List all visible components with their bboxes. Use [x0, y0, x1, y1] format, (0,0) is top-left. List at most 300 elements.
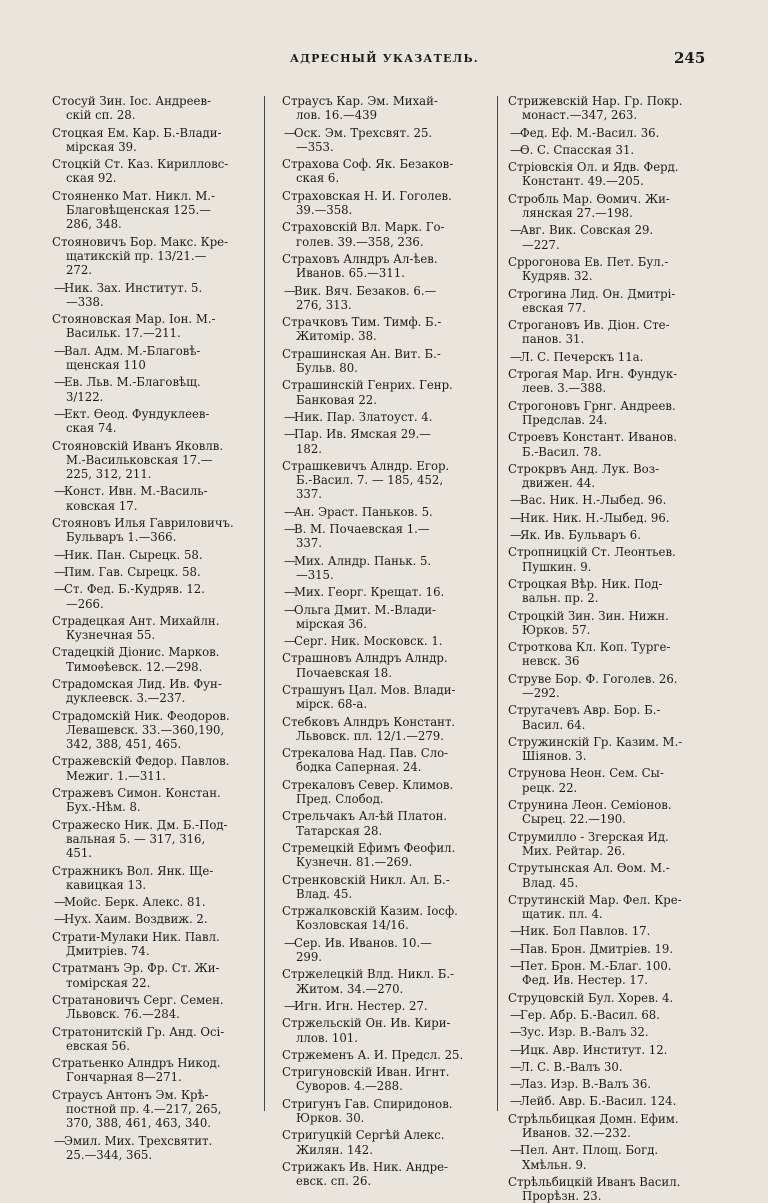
directory-entry	[282, 904, 487, 933]
repeat-dash: —	[510, 1007, 522, 1022]
directory-entry	[52, 993, 252, 1022]
entry-line: Страховская Н. И. Гоголев.	[282, 188, 452, 203]
directory-entry	[282, 252, 487, 281]
entry-line: Благовѣщенская 125.—	[66, 203, 211, 218]
repeat-dash: —	[54, 547, 66, 562]
entry-line: Строткова Кл. Коп. Турге-	[508, 640, 671, 655]
directory-entry	[282, 347, 487, 376]
entry-line: леев. 3.—388.	[522, 381, 607, 396]
directory-entry	[52, 614, 252, 643]
entry-line: Банковая 22.	[296, 392, 377, 407]
directory-entry	[508, 609, 710, 638]
repeat-dash: —	[510, 223, 522, 238]
entry-line: Ицк. Авр. Институт. 12.	[520, 1042, 668, 1057]
entry-line: Стржалковскій Казим. Іосф.	[282, 904, 458, 919]
entry-line: Стратонитскій Гр. Анд. Осі-	[52, 1024, 225, 1039]
directory-subentry	[508, 942, 710, 956]
repeat-dash: —	[510, 493, 522, 508]
entry-line: Юрков. 57.	[522, 622, 591, 637]
entry-line: Ект. Ѳеод. Фундуклеев-	[64, 406, 210, 421]
entry-line: Пим. Гав. Сырецк. 58.	[64, 564, 201, 579]
entry-line: вальн. пр. 2.	[522, 591, 599, 606]
entry-line: Ан. Эраст. Паньков. 5.	[294, 504, 433, 519]
entry-line: ская 74.	[66, 421, 117, 436]
entry-line: Струнова Неон. Сем. Сы-	[508, 766, 664, 781]
entry-line: Прорѣзн. 23.	[522, 1189, 602, 1203]
repeat-dash: —	[284, 553, 296, 568]
directory-entry	[508, 1112, 710, 1141]
directory-subentry	[282, 427, 487, 456]
entry-line: Строевъ Констант. Иванов.	[508, 430, 677, 445]
repeat-dash: —	[510, 1059, 522, 1074]
repeat-dash: —	[510, 510, 522, 525]
entry-line: скій сп. 28.	[66, 108, 136, 123]
entry-line: Иванов. 32.—232.	[522, 1126, 631, 1140]
entry-line: Ник. Бол Павлов. 17.	[520, 924, 651, 939]
entry-line: Стражникъ Вол. Янк. Ще-	[52, 863, 214, 878]
repeat-dash: —	[510, 142, 522, 157]
entry-line: Стебковъ Алндръ Констант.	[282, 714, 456, 729]
entry-line: Ник. Пан. Сырецк. 58.	[64, 547, 203, 562]
entry-line: Стрекаловъ Север. Климов.	[282, 777, 454, 792]
directory-subentry	[508, 223, 710, 252]
page-number: 245	[674, 49, 706, 67]
directory-subentry	[282, 522, 487, 551]
repeat-dash: —	[284, 602, 296, 617]
directory-subentry	[508, 1094, 710, 1108]
directory-entry	[52, 439, 252, 482]
entry-line: Иванов. 65.—311.	[296, 266, 405, 281]
directory-entry	[508, 577, 710, 606]
entry-line: 272.	[66, 263, 93, 278]
entry-line: Мих. Рейтар. 26.	[522, 843, 626, 858]
directory-entry	[508, 893, 710, 922]
directory-entry	[52, 516, 252, 545]
repeat-dash: —	[510, 528, 522, 543]
entry-line: щенская 110	[66, 358, 146, 373]
entry-line: Стратманъ Эр. Фр. Ст. Жи-	[52, 961, 220, 976]
directory-subentry	[52, 565, 252, 579]
entry-line: кавицкая 13.	[66, 877, 147, 892]
entry-line: 370, 388, 461, 463, 340.	[66, 1116, 211, 1131]
entry-line: Ст. Фед. Б.-Кудряв. 12.	[64, 582, 205, 597]
entry-line: Сер. Ив. Иванов. 10.—	[294, 935, 432, 950]
entry-line: Фед. Еф. М.-Васил. 36.	[520, 125, 660, 140]
entry-line: Стрижакъ Ив. Ник. Андре-	[282, 1159, 448, 1174]
entry-line: Страховъ Алндръ Ал-ѣев.	[282, 251, 438, 266]
directory-entry	[282, 1128, 487, 1157]
entry-line: Васил. 64.	[522, 717, 586, 732]
directory-subentry	[282, 585, 487, 599]
entry-line: Струтинскій Мар. Фел. Кре-	[508, 892, 682, 907]
entry-line: Стражеско Ник. Дм. Б.-Под-	[52, 817, 228, 832]
directory-entry	[508, 991, 710, 1005]
entry-line: Струнина Леон. Семіонов.	[508, 798, 672, 813]
directory-entry	[282, 1016, 487, 1045]
entry-line: Б.-Васил. 7. — 185, 452,	[296, 473, 444, 488]
repeat-dash: —	[510, 1025, 522, 1040]
directory-subentry	[52, 344, 252, 373]
directory-entry	[508, 735, 710, 764]
directory-subentry	[282, 126, 487, 155]
directory-subentry	[508, 126, 710, 140]
entry-line: Пав. Брон. Дмитріев. 19.	[520, 941, 674, 956]
entry-line: Стробль Мар. Ѳомич. Жи-	[508, 191, 670, 206]
entry-line: монаст.—347, 263.	[522, 108, 638, 123]
entry-line: Стрельчакъ Ал-ѣй Платон.	[282, 809, 448, 824]
repeat-dash: —	[54, 912, 66, 927]
directory-subentry	[52, 582, 252, 611]
entry-line: 3/122.	[66, 389, 104, 404]
entry-line: 39.—358.	[296, 203, 353, 218]
entry-line: Пушкин. 9.	[522, 559, 592, 574]
directory-subentry	[508, 528, 710, 542]
entry-line: лянская 27.—198.	[522, 206, 633, 221]
directory-subentry	[282, 505, 487, 519]
entry-line: Стрѣльбицкій Иванъ Васил.	[508, 1174, 681, 1189]
repeat-dash: —	[54, 484, 66, 499]
entry-line: В. М. Почаевская 1.—	[294, 522, 430, 537]
entry-line: ллов. 101.	[296, 1030, 358, 1045]
entry-line: евск. сп. 26.	[296, 1174, 372, 1189]
entry-line: Суворов. 4.—288.	[296, 1079, 403, 1094]
entry-line: движен. 44.	[522, 476, 596, 491]
entry-line: Струмилло - Згерская Ид.	[508, 829, 669, 844]
entry-line: Вал. Адм. М.-Благовѣ-	[64, 343, 201, 358]
entry-line: Житомір. 38.	[296, 329, 377, 344]
entry-line: евская 77.	[522, 300, 586, 315]
entry-line: Страхова Соф. Як. Безаков-	[282, 157, 454, 172]
entry-line: Страдомскій Ник. Феодоров.	[52, 708, 230, 723]
directory-subentry	[508, 511, 710, 525]
directory-subentry	[282, 999, 487, 1013]
directory-subentry	[52, 1134, 252, 1163]
repeat-dash: —	[54, 375, 66, 390]
directory-subentry	[508, 1077, 710, 1091]
entry-line: бодка Саперная. 24.	[296, 760, 422, 775]
entry-line: Васильк. 17.—211.	[66, 326, 181, 341]
entry-line: Зус. Изр. В.-Валъ 32.	[520, 1025, 649, 1040]
entry-line: Стадецкій Діонис. Марков.	[52, 645, 220, 660]
directory-entry	[282, 1160, 487, 1189]
directory-entry	[282, 459, 487, 502]
entry-line: щатик. пл. 4.	[522, 907, 603, 922]
entry-line: Стрижевскій Нар. Гр. Покр.	[508, 94, 683, 108]
directory-entry	[52, 818, 252, 861]
entry-line: Ольга Дмит. М.-Влади-	[294, 602, 437, 617]
directory-subentry	[52, 484, 252, 513]
repeat-dash: —	[510, 1042, 522, 1057]
entry-line: Игн. Игн. Нестер. 27.	[294, 998, 428, 1013]
entry-line: —266.	[66, 596, 104, 611]
directory-subentry	[508, 350, 710, 364]
entry-line: Мих. Георг. Крещат. 16.	[294, 585, 445, 600]
entry-line: Конст. Ивн. М.-Василь-	[64, 484, 208, 499]
column-divider	[264, 96, 265, 1111]
repeat-dash: —	[54, 406, 66, 421]
entry-line: Стратьенко Алндръ Никод.	[52, 1056, 221, 1071]
entry-line: ковская 17.	[66, 498, 138, 513]
entry-line: Влад. 45.	[296, 886, 353, 901]
directory-entry	[508, 703, 710, 732]
entry-line: Кузнечная 55.	[66, 628, 156, 643]
entry-line: Межиг. 1.—311.	[66, 768, 166, 783]
entry-line: Строкрвъ Анд. Лук. Воз-	[508, 461, 660, 476]
directory-entry	[282, 94, 487, 123]
entry-line: Тимоѳѣевск. 12.—298.	[66, 659, 203, 674]
entry-line: Ник. Пар. Златоуст. 4.	[294, 409, 433, 424]
entry-line: 276, 313.	[296, 297, 352, 312]
entry-line: Строгина Лид. Он. Дмитрі-	[508, 286, 676, 301]
entry-line: щатикскій пр. 13/21.—	[66, 248, 207, 263]
entry-line: Стосуй Зин. Іос. Андреев-	[52, 94, 211, 108]
directory-entry	[508, 430, 710, 459]
directory-subentry	[508, 1025, 710, 1039]
directory-entry	[52, 754, 252, 783]
entry-line: —315.	[296, 567, 334, 582]
entry-line: Жилян. 142.	[296, 1142, 373, 1157]
repeat-dash: —	[510, 924, 522, 939]
repeat-dash: —	[284, 522, 296, 537]
entry-line: Констант. 49.—205.	[522, 174, 644, 189]
directory-subentry	[508, 493, 710, 507]
entry-line: Страшкевичъ Алндр. Егор.	[282, 458, 450, 473]
directory-entry	[52, 864, 252, 893]
entry-line: Строцкая Вѣр. Ник. Под-	[508, 576, 663, 591]
column-1	[52, 94, 252, 1164]
repeat-dash: —	[284, 634, 296, 649]
entry-line: Лаз. Изр. В.-Валъ 36.	[520, 1077, 651, 1092]
entry-line: вальная 5. — 317, 316,	[66, 831, 206, 846]
entry-line: Лейб. Авр. Б.-Васил. 124.	[520, 1094, 677, 1109]
repeat-dash: —	[510, 1094, 522, 1109]
entry-line: 25.—344, 365.	[66, 1147, 153, 1162]
directory-subentry	[282, 603, 487, 632]
repeat-dash: —	[54, 1133, 66, 1148]
directory-entry	[508, 94, 710, 123]
entry-line: Струцовскій Бул. Хорев. 4.	[508, 990, 674, 1005]
directory-entry	[52, 157, 252, 186]
entry-line: Львовск. 76.—284.	[66, 1007, 180, 1022]
directory-entry	[52, 1088, 252, 1131]
entry-line: Почаевская 18.	[296, 665, 392, 680]
entry-line: —353.	[296, 139, 334, 154]
directory-entry	[508, 318, 710, 347]
repeat-dash: —	[284, 283, 296, 298]
entry-line: Дмитріев. 74.	[66, 944, 150, 959]
directory-subentry	[282, 284, 487, 313]
entry-line: Оск. Эм. Трехсвят. 25.	[294, 125, 433, 140]
entry-line: 337.	[296, 536, 323, 551]
directory-subentry	[282, 410, 487, 424]
entry-line: Строгоновъ Грнг. Андреев.	[508, 398, 676, 413]
entry-line: Авг. Вик. Совская 29.	[520, 223, 654, 238]
entry-line: Страшновъ Алндръ Алндр.	[282, 651, 448, 666]
entry-line: Шіянов. 3.	[522, 749, 587, 764]
directory-entry	[508, 640, 710, 669]
entry-line: 451.	[66, 846, 93, 861]
entry-line: Сррогонова Ев. Пет. Бул.-	[508, 254, 669, 269]
directory-entry	[508, 672, 710, 701]
directory-entry	[282, 157, 487, 186]
entry-line: мірск. 68-а.	[296, 697, 368, 712]
directory-entry	[52, 786, 252, 815]
directory-entry	[282, 715, 487, 744]
directory-subentry	[282, 634, 487, 648]
entry-line: Фед. Ив. Нестер. 17.	[522, 973, 648, 988]
entry-line: Страшинскій Генрих. Генр.	[282, 378, 453, 393]
entry-line: Стрекалова Над. Пав. Сло-	[282, 746, 449, 761]
entry-line: Струтынская Ал. Ѳом. М.-	[508, 861, 670, 876]
entry-line: Козловская 14/16.	[296, 918, 409, 933]
directory-subentry	[508, 1043, 710, 1057]
entry-line: Стоцкій Ст. Каз. Кирилловс-	[52, 157, 229, 172]
repeat-dash: —	[510, 125, 522, 140]
directory-entry	[508, 399, 710, 428]
repeat-dash: —	[510, 1077, 522, 1092]
entry-line: Татарская 28.	[296, 823, 383, 838]
entry-line: Б.-Васил. 78.	[522, 444, 602, 459]
entry-line: 342, 388, 451, 465.	[66, 737, 182, 752]
entry-line: Гончарная 8—271.	[66, 1070, 182, 1085]
entry-line: Стропницкій Ст. Леонтьев.	[508, 545, 676, 560]
entry-line: 225, 312, 211.	[66, 467, 152, 482]
entry-line: Стріовскія Ол. и Ядв. Ферд.	[508, 160, 679, 175]
directory-entry	[508, 766, 710, 795]
entry-line: Страховскій Вл. Марк. Го-	[282, 220, 445, 235]
entry-line: Стржеменъ А. И. Предсл. 25.	[282, 1047, 464, 1062]
entry-line: Кудряв. 32.	[522, 269, 593, 284]
entry-line: —227.	[522, 237, 560, 252]
entry-line: лов. 16.—439	[296, 108, 378, 123]
repeat-dash: —	[284, 998, 296, 1013]
directory-entry	[282, 778, 487, 807]
repeat-dash: —	[284, 409, 296, 424]
entry-line: томірская 22.	[66, 975, 151, 990]
repeat-dash: —	[54, 343, 66, 358]
directory-subentry	[52, 407, 252, 436]
repeat-dash: —	[510, 1143, 522, 1158]
directory-entry	[282, 841, 487, 870]
entry-line: мірская 39.	[66, 139, 137, 154]
entry-line: Стржелецкій Влд. Никл. Б.-	[282, 967, 454, 982]
entry-line: Стружинскій Гр. Казим. М.-	[508, 734, 683, 749]
entry-line: Пред. Слобод.	[296, 792, 384, 807]
entry-line: Стояненко Мат. Никл. М.-	[52, 188, 215, 203]
directory-subentry	[52, 895, 252, 909]
directory-entry	[282, 220, 487, 249]
entry-line: Як. Ив. Бульваръ 6.	[520, 528, 641, 543]
directory-entry	[52, 94, 252, 123]
directory-entry	[508, 255, 710, 284]
directory-entry	[282, 315, 487, 344]
entry-line: 337.	[296, 487, 323, 502]
entry-line: Стражевъ Симон. Констан.	[52, 786, 221, 801]
entry-line: 299.	[296, 950, 323, 965]
entry-line: Л. С. Печерскъ 11а.	[520, 349, 644, 364]
repeat-dash: —	[284, 504, 296, 519]
directory-entry	[52, 1056, 252, 1085]
entry-line: Стремецкій Ефимъ Феофил.	[282, 840, 456, 855]
entry-line: Стояновъ Илья Гавриловичъ.	[52, 516, 234, 531]
entry-line: Нух. Хаим. Воздвиж. 2.	[64, 912, 208, 927]
entry-line: Мойс. Берк. Алекс. 81.	[64, 895, 206, 910]
entry-line: ская 6.	[296, 171, 340, 186]
entry-line: постной пр. 4.—217, 265,	[66, 1102, 222, 1116]
repeat-dash: —	[284, 935, 296, 950]
repeat-dash: —	[510, 959, 522, 974]
entry-line: Стояновичъ Бор. Макс. Кре-	[52, 234, 229, 249]
entry-line: Ник. Зах. Институт. 5.	[64, 280, 203, 295]
entry-line: Хмѣльн. 9.	[522, 1157, 587, 1172]
entry-line: Ев. Льв. М.-Благовѣщ.	[64, 375, 201, 390]
directory-entry	[52, 709, 252, 752]
entry-line: Серг. Ник. Московск. 1.	[294, 634, 443, 649]
directory-subentry	[508, 1008, 710, 1022]
entry-line: Страшунъ Цал. Мов. Влади-	[282, 682, 456, 697]
repeat-dash: —	[54, 895, 66, 910]
directory-entry	[508, 1175, 710, 1203]
entry-line: Вик. Вяч. Безаков. 6.—	[294, 283, 437, 298]
directory-entry	[508, 861, 710, 890]
entry-line: Бух.-Нѣм. 8.	[66, 800, 141, 815]
entry-line: Страдецкая Ант. Михайлн.	[52, 613, 220, 628]
entry-line: Страти-Мулаки Ник. Павл.	[52, 929, 220, 944]
directory-entry	[282, 1065, 487, 1094]
entry-line: панов. 31.	[522, 332, 585, 347]
directory-entry	[508, 462, 710, 491]
entry-line: Стригуцкій Сергѣй Алекс.	[282, 1128, 445, 1143]
entry-line: Юрков. 30.	[296, 1111, 365, 1125]
entry-line: Ник. Ник. Н.-Лыбед. 96.	[520, 510, 670, 525]
directory-entry	[508, 830, 710, 859]
entry-line: Стояновская Мар. Іон. М.-	[52, 312, 216, 327]
entry-line: дуклеевск. 3.—237.	[66, 691, 186, 706]
entry-line: Сырец. 22.—190.	[522, 812, 626, 827]
column-2	[282, 94, 487, 1189]
directory-entry	[282, 967, 487, 996]
entry-line: Бульв. 80.	[296, 361, 358, 376]
directory-subentry	[52, 281, 252, 310]
page-title: АДРЕСНЫЙ УКАЗАТЕЛЬ.	[290, 52, 479, 65]
entry-line: Кузнечн. 81.—269.	[296, 855, 413, 870]
entry-line: Ѳ. С. Спасская 31.	[520, 142, 635, 157]
entry-line: ская 92.	[66, 171, 117, 186]
entry-line: Стренковскій Никл. Ал. Б.-	[282, 872, 450, 887]
directory-entry	[52, 1025, 252, 1054]
directory-subentry	[52, 375, 252, 404]
entry-line: Пел. Ант. Площ. Богд.	[520, 1143, 659, 1158]
repeat-dash: —	[54, 582, 66, 597]
directory-entry	[52, 645, 252, 674]
entry-line: —292.	[522, 685, 560, 700]
entry-line: Вас. Ник. Н.-Лыбед. 96.	[520, 493, 667, 508]
directory-entry	[282, 746, 487, 775]
entry-line: Житом. 34.—270.	[296, 981, 404, 996]
directory-entry	[282, 683, 487, 712]
entry-line: Пет. Брон. М.-Благ. 100.	[520, 959, 672, 974]
directory-entry	[52, 312, 252, 341]
directory-entry	[52, 126, 252, 155]
entry-line: Стрѣльбицкая Домн. Ефим.	[508, 1111, 679, 1126]
entry-line: Стригунъ Гав. Спиридонов.	[282, 1096, 453, 1111]
directory-subentry	[282, 554, 487, 583]
directory-entry	[282, 189, 487, 218]
entry-line: Страусъ Антонъ Эм. Крѣ-	[52, 1087, 209, 1102]
entry-line: Стояновскій Иванъ Яковлв.	[52, 438, 224, 453]
entry-line: Бульваръ 1.—366.	[66, 530, 177, 545]
entry-line: невск. 36	[522, 654, 580, 669]
